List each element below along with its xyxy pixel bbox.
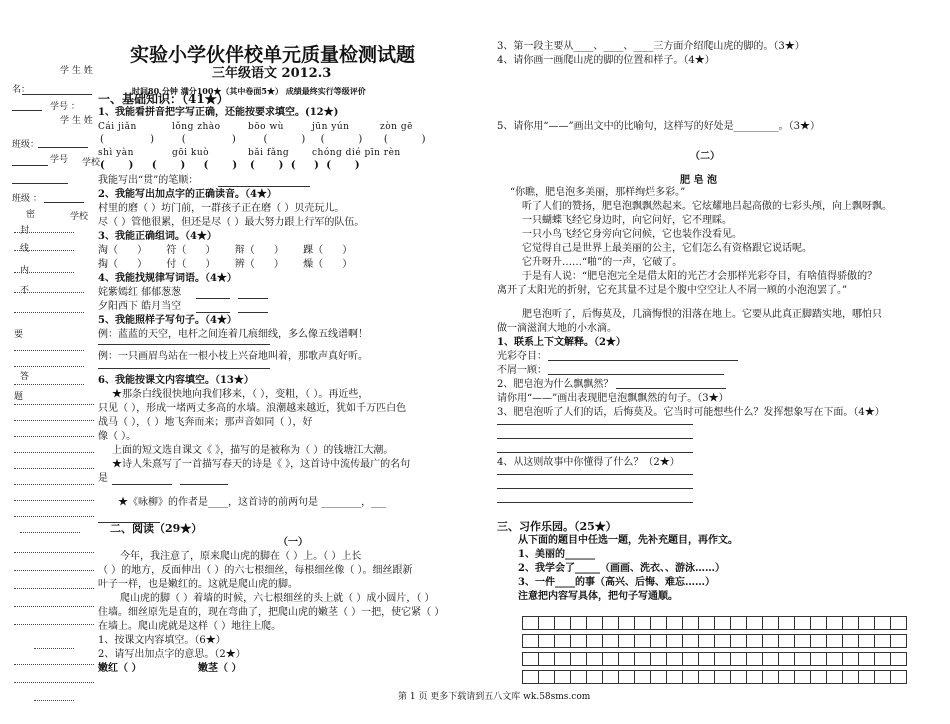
pinyin-5: zòn gē [380, 122, 413, 132]
seal-char-nei: 内 [20, 266, 30, 276]
pinyin-6: shì yàn [98, 148, 134, 158]
question-4: 4、我能找规律写词语。（4★） [98, 273, 237, 284]
section-2-title: 二、阅读（29★） [110, 522, 203, 535]
story-title: 肥 皂 泡 [680, 175, 717, 186]
reading-part-2: （二） [690, 151, 720, 162]
reading-1-q1: 1、按课文内容填空。（6★） [98, 635, 226, 646]
q5-example-1: 例：蓝蓝的天空，电杆之间连着几痕细线，多么像五线谱啊！ [98, 329, 368, 340]
seal-char-da: 答 [20, 372, 30, 382]
q6-line-8: ★《咏柳》的作者是____，这首诗的前两句是 ________，___ [118, 497, 387, 508]
reading-part-1: （一） [278, 537, 308, 548]
seal-char-bu: 不 [20, 286, 30, 296]
grid-row[interactable] [522, 670, 907, 684]
q4-line-1: 姹紫嫣红 郁郁葱葱 [98, 287, 182, 298]
story-line-1: “你瞧，肥皂泡多美丽，那样绚烂多彩。” [510, 187, 686, 198]
story-line-3: 一只蝴蝶飞经它身边时，向它问好，它不理睬。 [522, 215, 732, 226]
question-3: 3、我能正确组词。（4★） [98, 231, 217, 242]
seal-char-yao: 要 [14, 330, 24, 340]
writing-note: 注意把内容写具体，把句子写通顺。 [518, 591, 678, 602]
page-title: 实验小学伙伴校单元质量检测试题 [130, 44, 416, 66]
writing-instruction: 从下面的题目中任选一题，先补充题目，再作文。 [518, 535, 738, 546]
writing-topic-1: 1、美丽的______ [518, 549, 595, 560]
stroke-order-prompt: 我能写出“贯”的笔顺： [98, 175, 199, 186]
pinyin-7: gōi kuò [172, 148, 210, 158]
reading-1-line-5: 住墙。细丝原先是直的，现在弯曲了，把爬山虎的嫩茎（ ）一把，使它紧（ ） [98, 607, 445, 618]
q2-line-2: 尽（ ）管他很累，但还是尽（ ）最大努力跟上行军的队伍。 [98, 217, 365, 228]
reading-1-line-3: 叶子一样，也是嫩红的。这就是爬山虎的脚。 [98, 579, 298, 590]
q3-line-1: 淘（ ） 符（ ） 辩（ ） 踝（ ） [98, 245, 353, 256]
school-line [12, 165, 48, 166]
reading-2-q3: 3、肥皂泡听了人们的话，后悔莫及。它当时可能想些什么？发挥想象写在下面。（4★） [497, 407, 885, 418]
q5-answer-2[interactable] [98, 368, 270, 369]
q6-line-2: 只见（ ），形成一堵两丈多高的水墙。浪潮越来越近，犹如千万匹白色 [98, 403, 407, 414]
sidebar-school-label: 学校 [82, 158, 101, 168]
section-1-title: 一、基础知识：（41★） [98, 92, 229, 106]
section-3-title: 三、习作乐园。（25★） [497, 520, 617, 533]
q3-line-2: 掏（ ） 付（ ） 辨（ ） 燥（ ） [98, 259, 353, 270]
reading-1-q2-b: 嫩茎（ ） [198, 663, 242, 674]
reading-1-line-1: 今年，我注意了，原来爬山虎的脚在（ ）上。（ ）上长 [120, 551, 362, 562]
q5-example-2: 例：一只画眉鸟站在一根小枝上兴奋地叫着，那歌声真好听。 [98, 351, 368, 362]
reading-1-line-6: 在墙上。爬山虎就是这样（ ）地往上爬。 [98, 621, 282, 632]
reading-1-line-2: （ ）的地方，反面伸出（ ）的六七根细丝，每根细丝像（ ）。细丝跟新 [98, 565, 413, 576]
pinyin-1: Cái jiǎn [98, 122, 137, 132]
sidebar-name-label-2: 学 生 姓 [60, 116, 93, 126]
pinyin-3: bōo wù [248, 122, 284, 132]
sidebar-school-label-2: 学校 [70, 212, 89, 222]
reading-2-q1-a: 光彩夺目： [497, 351, 547, 362]
seal-char-ti: 题 [14, 392, 24, 402]
reading-2-q1-b: 不屑一顾： [497, 365, 547, 376]
q6-line-6: ★诗人朱熹写了一首描写春天的诗是《 》，这首诗中流传最广的名句 [112, 459, 411, 470]
story-line-8: 离开了太阳光的折射，它充其量不过是个腹中空空让人不屑一顾的小泡泡罢了。” [497, 285, 848, 296]
grid-row[interactable] [522, 616, 907, 630]
stroke-order-line[interactable] [218, 186, 310, 187]
reading-2-q1: 1、联系上下文解释。（2★） [497, 337, 626, 348]
q6-line-7: 是 [98, 473, 108, 484]
reading-1-q4: 4、请你画一画爬山虎的脚的位置和样子。（4★） [497, 55, 715, 66]
sidebar-name-colon: 名： [12, 85, 31, 95]
grid-row[interactable] [522, 652, 907, 666]
question-1: 1、我能看拼音把字写正确，还能按要求填空。(12★) [98, 107, 339, 118]
grid-row[interactable] [522, 634, 907, 648]
story-line-5: 它觉得自己是世界上最美丽的公主，它们怎么有资格跟它说话呢。 [522, 243, 812, 254]
pinyin-8: bǎi fǎng [248, 148, 290, 158]
pinyin-blanks-1: ( ) ( ) ( ) ( ) ( ) [100, 134, 429, 145]
question-2: 2、我能写出加点字的正确读音。（4★） [98, 189, 277, 200]
exam-meta: 时间80 分钟 满分100★（其中卷面5★） 成绩最终实行等级评价 [132, 86, 366, 96]
reading-1-q3: 3、第一段主要从____、____、____三方面介绍爬山虎的脚的。（3★） [497, 41, 805, 52]
q4-line-2: 夕阳西下 皓月当空 [98, 301, 182, 312]
page-subtitle: 三年级语文 2012.3 [212, 66, 332, 81]
sidebar-class-label-2: 班级 ： [12, 194, 42, 204]
story-line-10: 做一滴滋润大地的小水滴。 [497, 323, 617, 334]
q6-line-3: 战马（ ），（ ）地飞奔而来；那声音如同（ ），好 [98, 417, 313, 428]
story-line-4: 一只小鸟飞经它身旁向它问候，它也装作没看见。 [522, 229, 742, 240]
pinyin-4: jūn yún [312, 122, 350, 132]
seal-char-feng: 封 [20, 226, 30, 236]
pinyin-9: chóng dié pīn rèn [312, 148, 401, 158]
sidebar-number-label: 学号 ： [50, 102, 80, 112]
writing-topic-2: 2、我学会了_____（画画、洗衣、、游泳……） [518, 563, 725, 574]
reading-2-q4: 4、从这则故事中你懂得了什么？（2★） [497, 457, 680, 468]
class-line [38, 147, 88, 148]
reading-2-q2-b: 请你用“——”画出表现肥皂泡飘飘然的句子。（3★） [497, 393, 729, 404]
class-line-2 [44, 202, 84, 203]
sidebar-class-label: 班级： [12, 140, 40, 150]
reading-2-q2: 2、肥皂泡为什么飘飘然？ [497, 379, 614, 390]
question-6: 6、我能按课文内容填空。（13★） [98, 375, 254, 386]
q5-answer-1[interactable] [98, 344, 270, 345]
name-line [22, 94, 92, 95]
writing-topic-3: 3、一件____的事（高兴、后悔、难忘……） [518, 577, 715, 588]
story-line-2: 听了人们的赞扬，肥皂泡飘飘然起来。它炫耀地吕起高傲的七彩头颅，向上飘呀飘。 [522, 201, 892, 212]
reading-1-q5: 5、请你用“——”画出文中的比喻句，这样写的好处是_________。（3★） [497, 121, 820, 132]
story-line-9: 肥皂泡听了，后悔莫及，几滴悔恨的泪落在地上。它要从此真正脚踏实地，哪怕只 [522, 309, 882, 320]
seal-char-xian: 线 [20, 244, 30, 254]
sidebar-number-label-2: 学号 [50, 155, 69, 165]
pinyin-2: lǒng zhào [172, 122, 221, 132]
story-line-6: 它升呀升……“啪”的一声，它破了。 [522, 257, 683, 268]
page-footer: 第 1 页 更多下载请到五八文库 wk.58sms.com [398, 692, 591, 702]
q6-line-5: 上面的短文选自课文《 》，描写的是被称为（ ）的钱塘江大潮。 [112, 445, 394, 456]
reading-1-line-4: 爬山虎的脚（ ）着墙的时候，六七根细丝的头上就（ ）成小圆片，（ ） [120, 593, 435, 604]
number-line [12, 110, 42, 111]
q6-line-1: ★那条白线很快地向我们移来，（ ），变粗，（ ）。再近些， [112, 389, 369, 400]
sidebar-name-label: 学 生 姓 [60, 66, 93, 76]
pinyin-blanks-2: ( ) ( ) ( ) ( ) ( ) ( ) [100, 160, 362, 171]
story-line-7: 于是有人说：“肥皂泡完全是借太阳的光芒才会那样光彩夺目，有啥值得骄傲的？ [522, 271, 878, 282]
question-5: 5、我能照样子写句子。（4★） [98, 315, 237, 326]
reading-1-q2-a: 嫩红（ ） [98, 663, 142, 674]
q6-line-4: 像（ ）。 [98, 431, 137, 442]
seal-char-mi: 密 [26, 210, 36, 220]
school-line-2 [12, 183, 68, 184]
q2-line-1: 村里的磨（ ）坊门前，一群孩子正在磨（ ）贝壳玩儿。 [98, 203, 345, 214]
reading-1-q2: 2、请写出加点字的意思。（2★） [98, 649, 246, 660]
